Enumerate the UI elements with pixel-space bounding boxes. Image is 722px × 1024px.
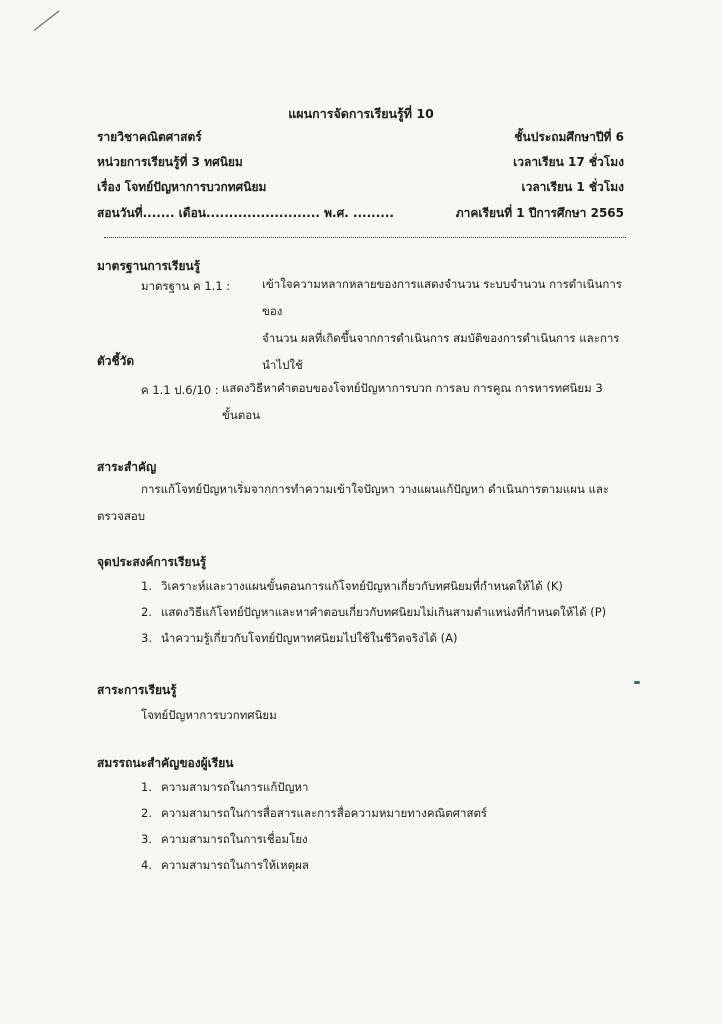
pen-mark bbox=[34, 10, 60, 30]
list-item: 4. ความสามารถในการให้เหตุผล bbox=[141, 858, 309, 872]
content-heading: สาระการเรียนรู้ bbox=[97, 683, 177, 697]
topic-label: เรื่อง โจทย์ปัญหาการบวกทศนิยม bbox=[97, 180, 267, 194]
unit-time-label: เวลาเรียน 17 ชั่วโมง bbox=[513, 155, 624, 169]
key-concept-line: การแก้โจทย์ปัญหาเริ่มจากการทำความเข้าใจปัญหา วางแผนแก้ปัญหา ดำเนินการตามแผน และ bbox=[141, 482, 610, 496]
semester-label: ภาคเรียนที่ 1 ปีการศึกษา 2565 bbox=[455, 206, 624, 220]
standard-code: มาตรฐาน ค 1.1 : bbox=[141, 279, 231, 293]
list-item: 3. นำความรู้เกี่ยวกับโจทย์ปัญหาทศนิยมไปใช้ในชีวิตจริงได้ (A) bbox=[141, 631, 458, 645]
competencies-heading: สมรรถนะสำคัญของผู้เรียน bbox=[97, 756, 234, 770]
indicator-heading: ตัวชี้วัด bbox=[97, 354, 135, 368]
key-concept-line: ตรวจสอบ bbox=[97, 509, 146, 523]
unit-label: หน่วยการเรียนรู้ที่ 3 ทศนิยม bbox=[97, 155, 243, 169]
list-item: 3. ความสามารถในการเชื่อมโยง bbox=[141, 832, 308, 846]
list-item: 2. ความสามารถในการสื่อสารและการสื่อความหมายทางคณิตศาสตร์ bbox=[141, 806, 488, 820]
competencies-list bbox=[141, 779, 487, 883]
list-item: 2. แสดงวิธีแก้โจทย์ปัญหาและหาคำตอบเกี่ยวกับทศนิยมไม่เกินสามตำแหน่งที่กำหนดให้ได้ (P) bbox=[141, 605, 607, 619]
teach-date-label: สอนวันที่....... เดือน......................... พ.ศ. ......... bbox=[97, 206, 394, 220]
standard-line: จำนวน ผลที่เกิดขึ้นจากการดำเนินการ สมบัติของการดำเนินการ และการ bbox=[262, 331, 620, 345]
indicator-line: แสดงวิธีหาคำตอบของโจทย์ปัญหาการบวก การลบ การคูณ การหารทศนิยม 3 bbox=[222, 381, 603, 395]
document-title: แผนการจัดการเรียนรู้ที่ 10 bbox=[288, 106, 434, 121]
content-text: โจทย์ปัญหาการบวกทศนิยม bbox=[141, 708, 277, 722]
indicator-code: ค 1.1 ป.6/10 : bbox=[141, 383, 219, 397]
standard-line: เข้าใจความหลากหลายของการแสดงจำนวน ระบบจำนวน การดำเนินการของ bbox=[262, 277, 622, 318]
grade-label: ชั้นประถมศึกษาปีที่ 6 bbox=[514, 130, 624, 144]
topic-time-label: เวลาเรียน 1 ชั่วโมง bbox=[521, 180, 624, 194]
objectives-list bbox=[141, 578, 606, 656]
standard-text bbox=[262, 271, 642, 379]
list-item: 1. วิเคราะห์และวางแผนขั้นตอนการแก้โจทย์ปัญหาเกี่ยวกับทศนิยมที่กำหนดให้ได้ (K) bbox=[141, 579, 563, 593]
dotted-divider bbox=[104, 237, 626, 238]
key-concept-heading: สาระสำคัญ bbox=[97, 460, 157, 474]
subject-label: รายวิชาคณิตศาสตร์ bbox=[97, 130, 202, 144]
standard-line: นำไปใช้ bbox=[262, 358, 303, 372]
indicator-line: ขั้นตอน bbox=[222, 408, 260, 422]
objectives-heading: จุดประสงค์การเรียนรู้ bbox=[97, 555, 207, 569]
standard-heading: มาตรฐานการเรียนรู้ bbox=[97, 259, 201, 273]
list-item: 1. ความสามารถในการแก้ปัญหา bbox=[141, 780, 309, 794]
ink-speck bbox=[634, 681, 640, 684]
indicator-text bbox=[222, 375, 642, 429]
